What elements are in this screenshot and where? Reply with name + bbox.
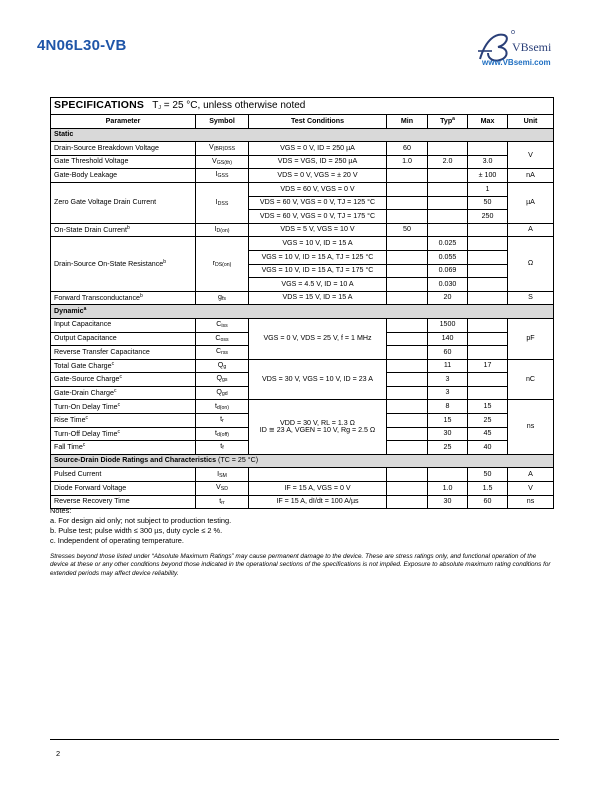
col-test-conditions: Test Conditions bbox=[249, 115, 387, 129]
spec-condition: = 25 °C, unless otherwise noted bbox=[163, 100, 306, 112]
note-a: a. For design aid only; not subject to production testing. bbox=[50, 516, 232, 526]
table-row: Reverse Recovery Time $t_{rr}$ IF = 15 A, dI/dt = 100 A/µs 30 60 ns bbox=[51, 495, 554, 509]
table-row: Total Gate Charge$^c$ $Q_g$ VDS = 30 V, VGS = 10 V, ID = 23 A 11 17 nC bbox=[51, 359, 554, 373]
table-row: Turn-On Delay Time$^c$ $t_{d(on)}$ VDD = 30 V, RL = 1.3 Ω ID ≅ 23 A, VGEN = 10 V, Rg = 2.5 Ω 8 15 ns bbox=[51, 400, 554, 414]
table-row: Drain-Source Breakdown Voltage $V_{(BR)DSS}$ VGS = 0 V, ID = 250 µA 60 V bbox=[51, 142, 554, 156]
notes-heading: Notes: bbox=[50, 506, 72, 515]
page-number: 2 bbox=[56, 749, 61, 758]
website-link[interactable]: www.VBsemi.com bbox=[482, 58, 551, 67]
table-row: VGS = 10 V, ID = 15 A, TJ = 175 °C 0.069 bbox=[51, 264, 554, 278]
table-row: Zero Gate Voltage Drain Current $I_{DSS}$ VDS = 60 V, VGS = 0 V 1 µA bbox=[51, 182, 554, 196]
table-row: Pulsed Current $I_{SM}$ 50 A bbox=[51, 468, 554, 482]
table-row: Gate-Drain Charge$^c$ $Q_{gd}$ 3 bbox=[51, 386, 554, 400]
col-unit: Unit bbox=[508, 115, 554, 129]
disclaimer-text: Stresses beyond those listed under “Absolute Maximum Ratings” may cause permanent damage to the device. These are stress ratings only, and functional operation of the device at these or any other conditions beyond those indicated in the operational sections of the specifications is not implied. Exposure to absolute maximum rating conditions for extended periods may affect device reliability. bbox=[50, 553, 551, 577]
section-dynamic: Dynamic$^a$ bbox=[51, 305, 554, 319]
col-min: Min bbox=[387, 115, 428, 129]
note-c: c. Independent of operating temperature. bbox=[50, 536, 184, 546]
notes-block bbox=[50, 506, 231, 546]
spec-header: SPECIFICATIONS $T_J = 25$ °C, unless otherwise noted bbox=[51, 98, 554, 115]
logo-wordmark: VBsemi bbox=[512, 40, 552, 54]
specifications-table bbox=[50, 97, 554, 509]
table-row: VDS = 60 V, VGS = 0 V, TJ = 175 °C 250 bbox=[51, 210, 554, 224]
col-symbol: Symbol bbox=[196, 115, 249, 129]
table-row: Reverse Transfer Capacitance $C_{rss}$ 60 bbox=[51, 346, 554, 360]
col-parameter: Parameter bbox=[51, 115, 196, 129]
section-static: Static bbox=[51, 128, 554, 142]
section-source-drain: Source-Drain Diode Ratings and Characteristics (TC = 25 °C) bbox=[51, 454, 554, 468]
col-max: Max bbox=[468, 115, 508, 129]
table-row: Diode Forward Voltage $V_{SD}$ IF = 15 A, VGS = 0 V 1.0 1.5 V bbox=[51, 482, 554, 496]
col-typ: Typ$^a$ bbox=[428, 115, 468, 129]
table-row: Forward Transconductance$^b$ $g_{fs}$ VDS = 15 V, ID = 15 A 20 S bbox=[51, 291, 554, 305]
table-row: Turn-Off Delay Time$^c$ $t_{d(off)}$ 30 45 bbox=[51, 427, 554, 441]
footer-divider bbox=[50, 739, 559, 740]
table-row: VDS = 60 V, VGS = 0 V, TJ = 125 °C 50 bbox=[51, 196, 554, 210]
table-row: VGS = 10 V, ID = 15 A, TJ = 125 °C 0.055 bbox=[51, 250, 554, 264]
spec-title: SPECIFICATIONS bbox=[54, 99, 145, 112]
table-row: Output Capacitance $C_{oss}$ 140 bbox=[51, 332, 554, 346]
table-row: Gate Threshold Voltage $V_{GS(th)}$ VDS = VGS, ID = 250 µA 1.0 2.0 3.0 bbox=[51, 155, 554, 169]
table-row: On-State Drain Current$^b$ $I_{D(on)}$ VDS = 5 V, VGS = 10 V 50 A bbox=[51, 223, 554, 237]
table-row: Input Capacitance $C_{iss}$ VGS = 0 V, VDS = 25 V, f = 1 MHz 1500 pF bbox=[51, 318, 554, 332]
table-row: Gate-Source Charge$^c$ $Q_{gs}$ 3 bbox=[51, 373, 554, 387]
table-row: Rise Time$^c$ $t_r$ 15 25 bbox=[51, 414, 554, 428]
table-row: Fall Time$^c$ $t_f$ 25 40 bbox=[51, 441, 554, 455]
table-row: VGS = 4.5 V, ID = 10 A 0.030 bbox=[51, 278, 554, 292]
note-b: b. Pulse test; pulse width ≤ 300 µs, duty cycle ≤ 2 %. bbox=[50, 526, 223, 536]
part-number: 4N06L30-VB bbox=[37, 37, 127, 54]
table-row: Drain-Source On-State Resistance$^b$ $r_{DS(on)}$ VGS = 10 V, ID = 15 A 0.025 Ω bbox=[51, 237, 554, 251]
table-row: Gate-Body Leakage $I_{GSS}$ VDS = 0 V, VGS = ± 20 V ± 100 nA bbox=[51, 169, 554, 183]
